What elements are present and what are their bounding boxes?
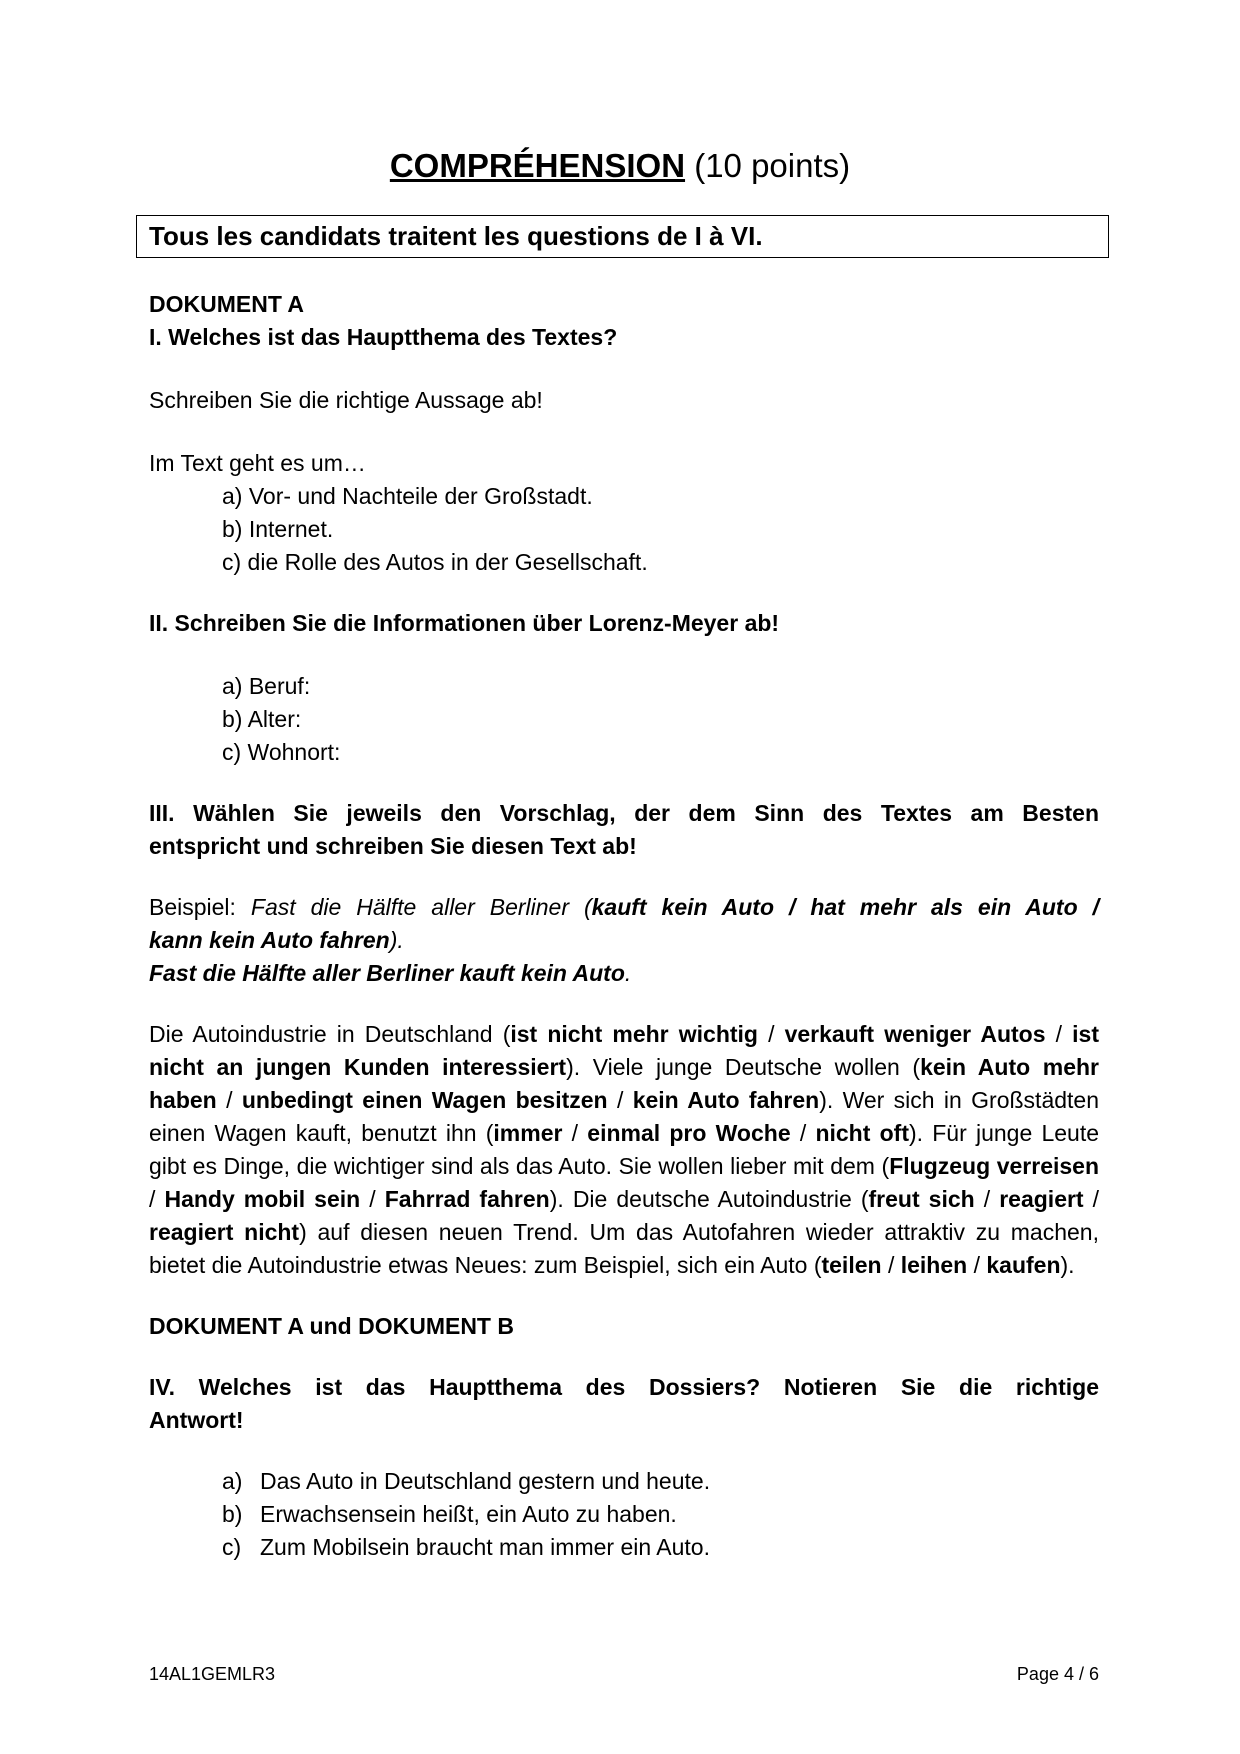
q1-instruction: Schreiben Sie die richtige Aussage ab! [149,387,543,413]
title-points: (10 points) [694,147,851,184]
q1-option-c: c) die Rolle des Autos in der Gesellschaft. [222,549,648,575]
q3-example-answer [149,957,1099,990]
text-part: ). Die deutsche Autoindustrie ( [549,1186,869,1212]
separator: / [967,1252,987,1278]
example-close: ). [389,927,404,953]
example-choices-1: kauft kein Auto / hat mehr als ein Auto / [591,894,1099,920]
choice: leihen [900,1252,968,1278]
choice: ist nicht an jungen Kunden interessiert [149,1021,1099,1080]
choice: ist nicht mehr wichtig [510,1021,758,1047]
q2-option-c: c) Wohnort: [222,739,341,765]
option-letter: b) [222,1501,243,1527]
option-letter: a) [222,1468,243,1494]
q3-title-line1: III. Wählen Sie jeweils den Vorschlag, der dem Sinn des Textes am Besten [149,800,1099,826]
q1-option-b: b) Internet. [222,516,334,542]
q4-option-b [149,1498,1099,1531]
text-part: ). [1060,1252,1075,1278]
text-part: Die Autoindustrie in Deutschland ( [149,1021,511,1047]
q4-option-c [149,1531,1099,1564]
choice: immer [493,1120,563,1146]
separator: / [974,1186,1000,1212]
example-answer-end: . [624,960,632,986]
q1-option-a: a) Vor- und Nachteile der Großstadt. [222,483,593,509]
separator: / [790,1120,816,1146]
option-text: Zum Mobilsein braucht man immer ein Auto. [260,1534,710,1560]
separator: / [360,1186,385,1212]
text-part: ). Wer sich in Großstädten einen Wagen kauft, benutzt ihn ( [149,1087,1099,1146]
separator: / [216,1087,242,1113]
separator: / [562,1120,588,1146]
example-label: Beispiel: [149,894,251,920]
separator: / [607,1087,633,1113]
separator: / [881,1252,901,1278]
choice: kaufen [986,1252,1061,1278]
choice: Fahrrad fahren [384,1186,550,1212]
doc-ab-heading: DOKUMENT A und DOKUMENT B [149,1313,514,1339]
choice: kein Auto fahren [632,1087,820,1113]
choice: kein Auto mehr haben [149,1054,1099,1113]
choice: teilen [821,1252,882,1278]
separator: / [757,1021,785,1047]
separator: / [149,1186,165,1212]
q2-option-b: b) Alter: [222,706,302,732]
q2-title: II. Schreiben Sie die Informationen über Lorenz-Meyer ab! [149,610,780,636]
choice: verkauft weniger Autos [784,1021,1046,1047]
title-main: COMPRÉHENSION [389,147,686,184]
choice: einmal pro Woche [587,1120,791,1146]
q4-title-line1: IV. Welches ist das Hauptthema des Dossiers? Notieren Sie die richtige [149,1374,1099,1400]
q1-intro: Im Text geht es um… [149,450,366,476]
example-choices-2: kann kein Auto fahren [149,927,390,953]
option-text: Erwachsensein heißt, ein Auto zu haben. [260,1501,677,1527]
q3-text [149,1018,1099,1282]
doc-a-heading: DOKUMENT A [149,291,305,317]
text-part: ). Für junge Leute gibt es Dinge, die wichtiger sind als das Auto. Sie wollen lieber mit dem ( [149,1120,1100,1179]
q3-example-line2 [149,924,1099,957]
q3-example-line1 [149,891,1099,924]
choice: reagiert [999,1186,1084,1212]
option-text: Das Auto in Deutschland gestern und heute. [260,1468,711,1494]
text-part: ) auf diesen neuen Trend. Um das Autofahren wieder attraktiv zu machen, bietet die Autoindustrie etwas Neues: zum Beispiel, sich ein Auto ( [149,1219,1099,1278]
example-intro: Fast die Hälfte aller Berliner ( [250,894,592,920]
footer-code: 14AL1GEMLR3 [149,1664,276,1684]
q2-option-a: a) Beruf: [222,673,311,699]
choice: unbedingt einen Wagen besitzen [241,1087,608,1113]
q1-title: I. Welches ist das Hauptthema des Textes? [149,324,618,350]
content [149,288,1099,1564]
separator: / [1045,1021,1073,1047]
choice: Handy mobil sein [164,1186,361,1212]
example-answer-bold: Fast die Hälfte aller Berliner kauft kein Auto [149,960,625,986]
choice: freut sich [868,1186,975,1212]
q4-option-a [149,1465,1099,1498]
separator: / [1083,1186,1100,1212]
choice: Flugzeug verreisen [889,1153,1100,1179]
choice: reagiert nicht [149,1219,300,1245]
q3-title-line2: entspricht und schreiben Sie diesen Text ab! [149,833,637,859]
choice: nicht oft [815,1120,909,1146]
option-letter: c) [222,1534,242,1560]
page-title [0,146,1240,186]
q4-title-line2: Antwort! [149,1407,244,1433]
instruction-box: Tous les candidats traitent les questions de I à VI. [136,215,1109,258]
footer-page-number: Page 4 / 6 [1016,1664,1099,1684]
text-part: ). Viele junge Deutsche wollen ( [566,1054,921,1080]
